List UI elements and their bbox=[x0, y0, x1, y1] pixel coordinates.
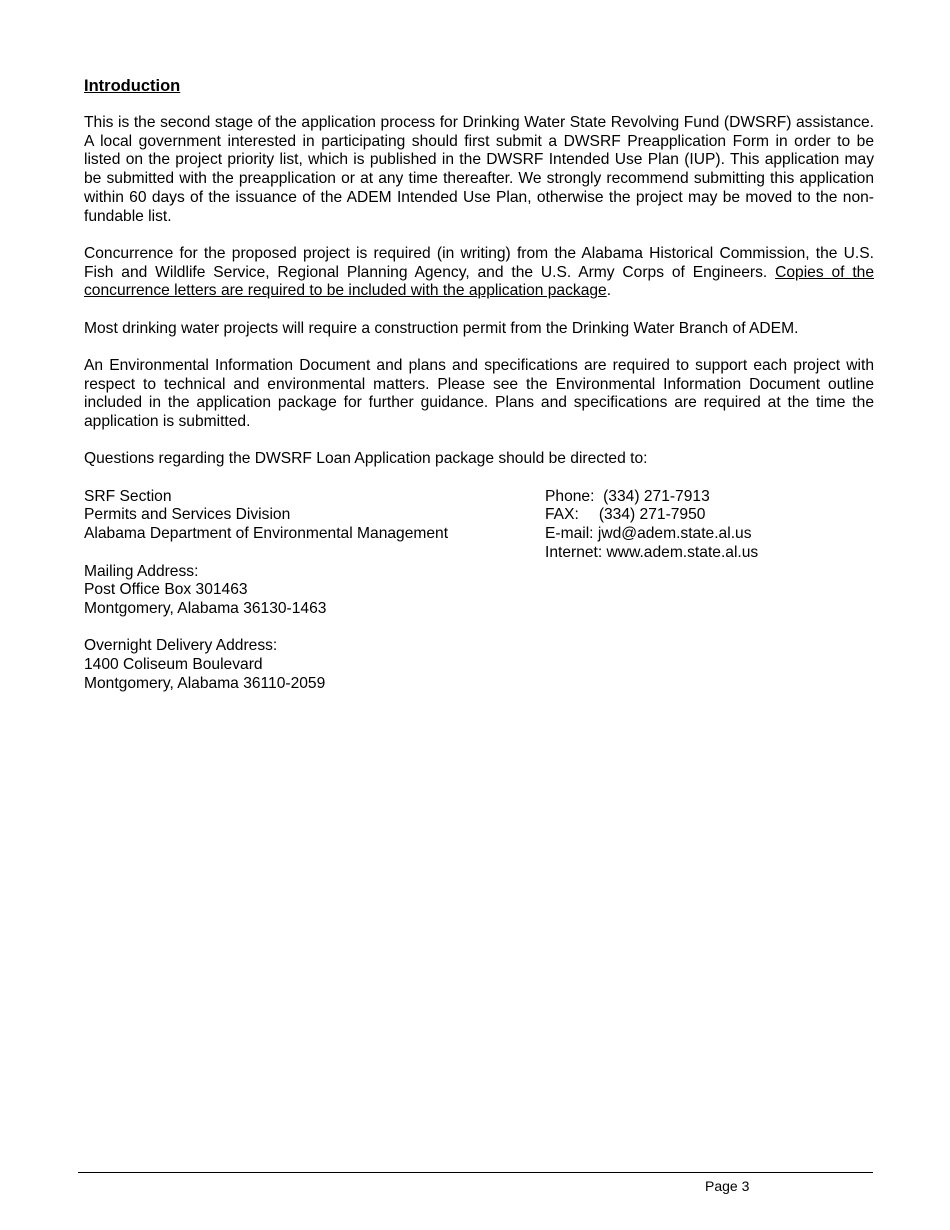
fax-line bbox=[545, 506, 875, 525]
phone-value: (334) 271-7913 bbox=[603, 487, 710, 505]
overnight-address bbox=[84, 637, 874, 693]
concurrence-end: . bbox=[606, 282, 612, 300]
fax-value: (334) 271-7950 bbox=[598, 506, 706, 524]
paragraph-concurrence bbox=[84, 245, 874, 301]
section-heading: Introduction bbox=[84, 77, 181, 95]
mailing-line2: Montgomery, Alabama 36130-1463 bbox=[84, 599, 327, 617]
fax-label: FAX: bbox=[545, 506, 579, 524]
concurrence-text: Concurrence for the proposed project is required (in writing) from the Alabama Historical Commission, the U.S. Fish and Wildlife Service, Regional Planning Agency, and the U.S. Army Corps of Engineers. bbox=[84, 244, 874, 281]
contact-organization bbox=[84, 488, 524, 544]
page-content bbox=[84, 76, 874, 712]
paragraph-questions: Questions regarding the DWSRF Loan Application package should be directed to: bbox=[84, 450, 648, 468]
overnight-label: Overnight Delivery Address: bbox=[84, 637, 278, 655]
overnight-line2: Montgomery, Alabama 36110-2059 bbox=[84, 674, 326, 692]
overnight-line1: 1400 Coliseum Boulevard bbox=[84, 655, 263, 673]
mailing-line1: Post Office Box 301463 bbox=[84, 581, 248, 599]
org-division: Permits and Services Division bbox=[84, 506, 291, 524]
paragraph-permit: Most drinking water projects will require a construction permit from the Drinking Water Branch of ADEM. bbox=[84, 319, 799, 337]
paragraph-stage-overview: This is the second stage of the application process for Drinking Water State Revolving Fund (DWSRF) assistance. A local government interested in participating should first submit a DWSRF Preapplication Form in order to be listed on the project priority list, which is published in the DWSRF Intended Use Plan (IUP). This application may be submitted with the preapplication or at any time thereafter. We strongly recommend submitting this application within 60 days of the issuance of the ADEM Intended Use Plan, otherwise the project may be moved to the non-fundable list. bbox=[84, 114, 874, 225]
footer-divider bbox=[78, 1172, 873, 1173]
mailing-label: Mailing Address: bbox=[84, 562, 199, 580]
mailing-address bbox=[84, 563, 874, 619]
page-number: Page 3 bbox=[705, 1178, 750, 1194]
email-line: E-mail: jwd@adem.state.al.us bbox=[545, 524, 752, 542]
org-department: Alabama Department of Environmental Management bbox=[84, 524, 449, 542]
phone-label: Phone: bbox=[545, 487, 595, 505]
internet-line: Internet: www.adem.state.al.us bbox=[545, 543, 759, 561]
paragraph-environmental: An Environmental Information Document and plans and specifications are required to support each project with respect to technical and environmental matters. Please see the Environmental Information Document outline included in the application package for further guidance. Plans and specifications are required at the time the application is submitted. bbox=[84, 356, 874, 430]
contact-details bbox=[545, 488, 875, 563]
org-section: SRF Section bbox=[84, 487, 172, 505]
phone-line bbox=[545, 488, 875, 507]
contact-block bbox=[84, 488, 874, 563]
concurrence-underlined-text: Copies of the concurrence letters are required to be included with the application package bbox=[84, 263, 874, 300]
